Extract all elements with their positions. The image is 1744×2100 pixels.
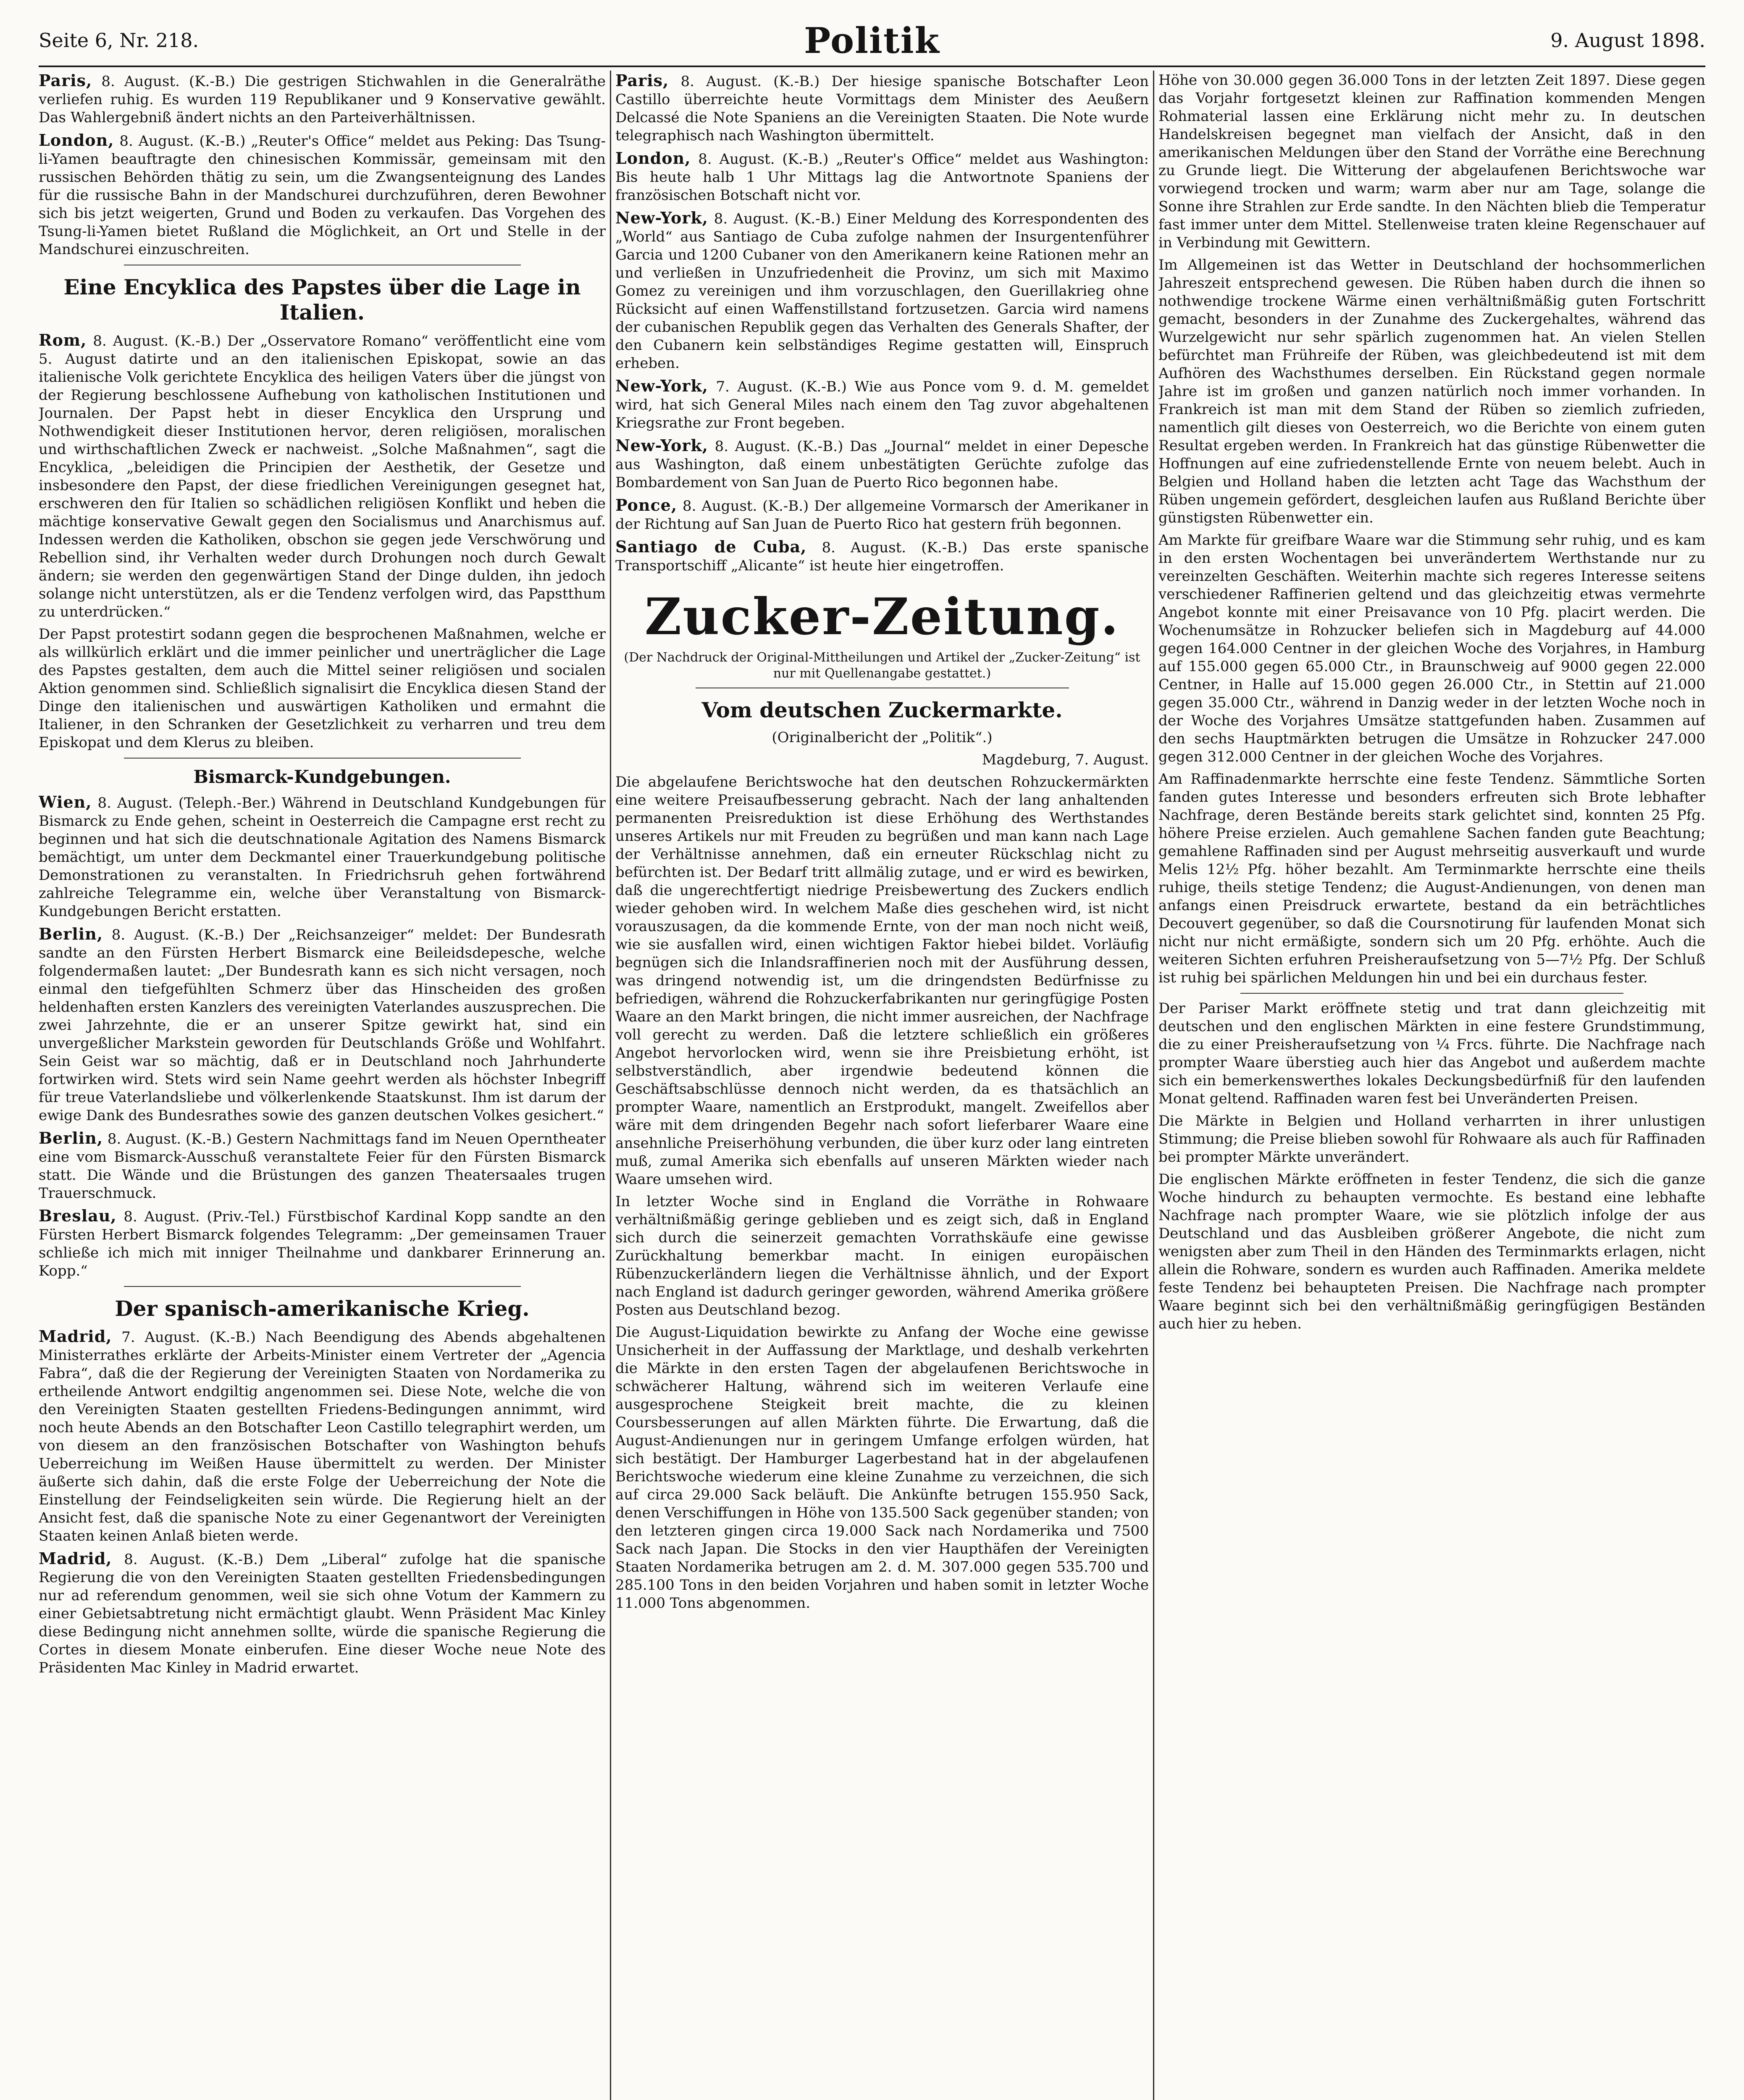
article-body: 7. August. (K.-B.) Wie aus Ponce vom 9. d. M. gemeldet wird, hat sich General Miles nach einem den Tag zuvor abgehaltenen Kriegsrathe zur Front begeben. [615,378,1149,431]
reprint-notice: (Der Nachdruck der Original-Mittheilungen und Artikel der „Zucker-Zeitung“ ist nur mit Quellenangabe gestattet.) [624,650,1140,681]
column-divider [610,71,611,2100]
article-body: 8. August. (K.-B.) „Reuter's Office“ meldet aus Washington: Bis heute halb 1 Uhr Mittags lag die Antwortnote Spaniens der französischen Botschaft nicht vor. [615,151,1149,204]
heading: Bismarck-Kundgebungen. [193,766,451,787]
column-2 [615,71,1149,2100]
section-title: Politik [804,19,940,61]
article [615,209,1149,373]
article-body: 8. August. (K.-B.) Der hiesige spanische Botschafter Leon Castillo überreichte heute Vormittags dem Minister des Aeußern Delcassé die Note Spaniens an die Vereinigten Staaten. Die Note wurde telegraphisch nach Washington übermittelt. [615,73,1149,144]
article [39,1207,606,1280]
article-body: Der Pariser Markt eröffnete stetig und trat dann gleichzeitig mit deutschen und den englischen Märkten in eine festere Grundstimmung, die zu einer Preisheraufsetzung von ¼ Frcs. führte. Die Nachfrage nach prompter Waare überstieg auch hier das Angebot und außerdem machte sich ein bemerkenswerthes lokales Deckungsbedürfniß für den laufenden Monat geltend. Raffinaden waren fest bei Unveränderten Preisen. [1158,1000,1705,1107]
article-continued: Der Papst protestirt sodann gegen die besprochenen Maßnahmen, welche er als willkürlich erklärt und die immer peinlicher und unerträglicher die Lage des Papstes gestalten, dem auch die Mittel seiner religiösen und socialen Aktion genommen sind. Schließlich signalisirt die Encyklica diesen Stand der Dinge den italienischen und auswärtigen Katholiken und ermahnt die Italiener, in den Schranken der Gesetzlichkeit zu verharren und treu dem Episkopat und dem Klerus zu bleiben. [39,626,606,751]
separator [124,1286,521,1287]
dateline: Berlin, [39,1129,103,1147]
article-body: 8. August. (K.-B.) Der „Reichsanzeiger“ meldet: Der Bundesrath sandte an den Fürsten Herbert Bismarck eine Beileidsdepesche, welche folgendermaßen lautet: „Der Bundesrath kann es sich nicht versagen, noch einmal den tiefgefühlten Schmerz über das Hinscheiden des großen heldenhaften ersten Kanzlers des vereinigten Vaterlandes auszusprechen. Die zwei Jahrzehnte, die er an unserer Spitze gewirkt hat, sind ein unvergeßlicher Markstein geworden für Deutschlands Größe und Wohlfahrt. Sein Geist war so mächtig, daß er in Deutschland noch Jahrhunderte fortwirken wird. Stets wird sein Name geehrt werden als höchster Inbegriff für treue Vaterlandsliebe und völkerlenkende Staatskunst. Ihm ist darum der ewige Dank des Bundesrathes sowie des ganzen deutschen Volkes gesichert.“ [39,927,606,1124]
article [39,131,606,259]
article-body: 8. August. (K.-B.) Der „Osservatore Romano“ veröffentlicht eine vom 5. August datirte und an den italienischen Episkopat, sowie an das italienische Volk gerichtete Encyklica des heiligen Vaters über die jüngst von der Regierung beschlossene Aufhebung von katholischen Institutionen und Journalen. Der Papst hebt in dieser Encyklica den Ursprung und Nothwendigkeit dieser Institutionen hervor, deren religiösen, moralischen und wirthschaftlichen Zweck er nachweist. „Solche Maßnahmen“, sagt die Encyklica, „beleidigen die Principien der Aesthetik, der Gesetze und insbesondere den Papst, der diese friedlichen Vereinigungen gesegnet hat, erschweren den für Italien so schädlichen religiösen Konflikt und heben die mächtige konservative Gewalt gegen den Socialismus und Anarchismus auf. Indessen werden die Katholiken, obschon sie gegen jede Verschwörung und Rebellion sind, ihr Verhalten weder durch Drohungen noch durch Gewalt ändern; sie werden den gegenwärtigen Stand der Dinge dulden, ihn jedoch solange nicht unterstützen, als er die Tendenz verfolgen wird, das Papstthum zu unterdrücken.“ [39,333,606,620]
article-body: 8. August. (K.-B.) Das „Journal“ meldet in einer Depesche aus Washington, daß einem unbestätigten Gerüchte zufolge das Bombardement von San Juan de Puerto Rico begonnen habe. [615,438,1149,491]
article-body: 8. August. (K.-B.) Gestern Nachmittags fand im Neuen Operntheater eine vom Bismarck-Ausschuß veranstaltete Feier für den Fürsten Bismarck statt. Die Wände und die Brüstungen des ganzen Theatersaales trugen Trauerschmuck. [39,1131,606,1202]
article-body: 8. August. (K.-B.) Der allgemeine Vormarsch der Amerikaner in der Richtung auf San Juan de Puerto Rico hat gestern früh begonnen. [615,498,1149,533]
issue-date: 9. August 1898. [1550,29,1705,52]
separator [1240,993,1623,994]
column-3 [1158,71,1705,2100]
article-body: In letzter Woche sind in England die Vorräthe in Rohwaare verhältnißmäßig geringe geblieben und es zeigt sich, daß in England sich durch die seinerzeit gemachten Vorrathskäufe eine gewisse Zurückhaltung bemerkbar macht. In einigen europäischen Rübenzuckerländern liegen die Verhältnisse ähnlich, und der Export nach England ist dadurch geringer geworden, während Amerika größere Posten aus Deutschland bezog. [615,1193,1149,1318]
dateline: New-York, [615,208,708,227]
dateline: Ponce, [615,496,678,514]
page-number: Seite 6, Nr. 218. [39,29,199,52]
article [39,1129,606,1202]
heading: Der spanisch-amerikanische Krieg. [115,1296,530,1321]
dateline: Wien, [39,793,92,811]
article [615,377,1149,432]
dateline: Santiago de Cuba, [615,537,807,556]
article-body: 8. August. (K.-B.) „Reuter's Office“ meldet aus Peking: Das Tsung-li-Yamen beauftragte den chinesischen Kommissär, gemeinsam mit den russischen Behörden thätig zu sein, um die Zwangsenteignung des Landes für die russische Bahn in der Mandschurei durchzuführen, deren Bewohner sich bis jetzt weigerten, Grund und Boden zu verkaufen. Das Vorgehen des Tsung-li-Yamen bietet Rußland die Möglichkeit, an Ort und Stelle in der Mandschurei einzuschreiten. [39,133,606,258]
dateline: Magdeburg, 7. August. [982,751,1149,768]
dateline: London, [39,131,114,150]
article-body: Die August-Liquidation bewirkte zu Anfang der Woche eine gewisse Unsicherheit in der Auffassung der Marktlage, und deshalb verkehrten die Märkte in den ersten Tagen der abgelaufenen Berichtswoche in schwächerer Haltung, während sich im weiteren Verlaufe eine ausgesprochene Steigkeit breit machte, die zu kleinen Coursbesserungen auf allen Märkten führte. Die Erwartung, daß die August-Andienungen nur in geringem Umfange erfolgen würden, hat sich bestätigt. Der Hamburger Lagerbestand hat in der abgelaufenen Berichtswoche wiederum eine kleine Zunahme zu verzeichnen, die sich auf circa 29.000 Sack beläuft. Die Ankünfte betrugen 155.950 Sack, denen Verschiffungen in Höhe von 135.500 Sack gegenüber standen; von den letzteren gingen circa 19.000 Sack nach Nordamerika und 7500 Sack nach Japan. Die Stocks in den vier Haupthäfen der Vereinigten Staaten Nordamerika betrugen am 2. d. M. 307.000 gegen 535.700 und 285.100 Tons in den beiden Vorjahren und haben somit in letzter Woche 11.000 Tons abgenommen. [615,1324,1149,1612]
column-divider [1153,71,1154,2100]
dateline: Berlin, [39,924,103,943]
article-body: 8. August. (K.-B.) Die gestrigen Stichwahlen in die Generalräthe verliefen ruhig. Es wurden 119 Republikaner und 9 Konservative gewählt. Das Wahlergebniß ändert nichts an den Parteiverhältnissen. [39,73,606,126]
dateline: Madrid, [39,1327,112,1346]
heading: Vom deutschen Zuckermarkte. [701,698,1063,722]
dateline: London, [615,149,691,168]
article-body: Im Allgemeinen ist das Wetter in Deutschland der hochsommerlichen Jahreszeit entsprechend gewesen. Die Rüben haben durch die ihnen so nothwendige trockene Wärme einen verhältnißmäßig guten Fortschritt gemacht, besonders in der Zunahme des Zuckergehaltes, während das Wurzelgewicht nur sehr spärlich zugenommen hat. An vielen Stellen befürchtet man Frühreife der Rüben, was gleichbedeutend ist mit dem Aufhören des Wachsthumes derselben. Ein Rückstand gegen normale Jahre ist im großen und ganzen natürlich noch immer vorhanden. In Frankreich ist man mit dem Stand der Rüben so ziemlich zufrieden, namentlich gilt dieses von Oesterreich, wo die Berichte von einem guten Resultat ergeben werden. In Frankreich hat das günstige Rübenwetter die Hoffnungen auf eine zufriedenstellende Ernte von neuem belebt. Auch in Belgien und Holland haben die letzten acht Tage das Wachsthum der Rüben ungemein gefördert, desgleichen laufen aus Rußland Berichte über günstigsten Rübenwetter ein. [1158,257,1705,526]
article [615,538,1149,575]
article-body: 8. August. (K.-B.) Dem „Liberal“ zufolge hat die spanische Regierung die von den Vereinigten Staaten gestellten Friedensbedingungen nur ad referendum genommen, weil sie sich ohne Votum der Kammern zu einer Gebietsabtretung nicht ermächtigt glaubt. Wenn Präsident Mac Kinley diese Bedingung nicht annehmen sollte, würde die spanische Regierung die Cortes in diesem Monate einberufen. Eine dieser Woche neue Note des Präsidenten Mac Kinley in Madrid erwartet. [39,1551,606,1676]
article-body: 7. August. (K.-B.) Nach Beendigung des Abends abgehaltenen Ministerrathes erklärte der Arbeits-Minister einem Vertreter der „Agencia Fabra“, daß die der Regierung der Vereinigten Staaten von Nordamerika zu ertheilende Antwort endgiltig angenommen sei. Diese Note, welche die von den Vereinigten Staaten gestellten Friedens-Bedingungen annimmt, wird noch heute Abends an den Botschafter Leon Castillo telegraphirt werden, um von diesem an den französischen Botschafter von Washington behufs Ueberreichung im Weißen Hause übermittelt zu werden. Der Minister äußerte sich dahin, daß die erste Folge der Ueberreichung der Note die Einstellung der Feindseligkeiten sein würde. Die Regierung hielt an der Ansicht fest, daß die spanische Note zu einer Gegenantwort der Vereinigten Staaten keinen Anlaß bieten werde. [39,1329,606,1544]
article-body: Die abgelaufene Berichtswoche hat den deutschen Rohzuckermärkten eine weitere Preisaufbesserung gebracht. Nach der lang anhaltenden permanenten Preisreduktion ist diese Erhöhung des Werthstandes unseres Artikels nur mit Freuden zu begrüßen und man kann nach Lage der Verhältnisse annehmen, daß ein erneuter Rückschlag nicht zu befürchten ist. Der Bedarf tritt allmälig zutage, und er wird es bewirken, daß die ungerechtfertigt niedrige Preisbewertung des Zuckers endlich wieder gehoben wird. In welchem Maße dies geschehen wird, ist nicht vorauszusagen, da die kommende Ernte, von der man noch nicht weiß, wie sie ausfallen wird, einen wichtigen Faktor hiebei bildet. Vorläufig begnügen sich die Inlandsraffinerien noch mit der Ausführung dessen, was dringend notwendig ist, um die dringendsten Bedürfnisse zu befriedigen, während die Rohzuckerfabrikanten nur geringfügige Posten Waare an den Markt bringen, die nicht immer ausreichen, der Nachfrage voll gerecht zu werden. Daß die letztere schließlich ein größeres Angebot hervorlocken wird, wenn sie ihre Preisbietung erhöht, ist selbstverständlich, aber irgendwie bedeutend können die Geschäftsabschlüsse dennoch nicht werden, da es thatsächlich an prompter Waare, namentlich an Erstprodukt, mangelt. Zweifellos aber wäre mit dem dringenden Begehr nach sofort lieferbarer Waare eine ansehnliche Preiserhöhung verbunden, die über kurz oder lang eintreten muß, zumal Amerika sich ebenfalls auf unseren Märkten wieder nach Waare umsehen wird. [615,774,1149,1188]
article-body: Die Märkte in Belgien und Holland verharrten in ihrer unlustigen Stimmung; die Preise blieben sowohl für Rohwaare als auch für Raffinaden bei prompter Märkte unverändert. [1158,1113,1705,1166]
separator [124,758,521,759]
heading: Eine Encyklica des Papstes über die Lage in Italien. [63,275,581,325]
article [615,149,1149,205]
article-body: Am Markte für greifbare Waare war die Stimmung sehr ruhig, und es kam in den ersten Wochentagen bei unverändertem Werthstande nur zu vereinzelten Geschäften. Weiterhin machte sich regeres Interesse seitens verschiedener Raffinerien geltend und das gleichzeitig etwas vermehrte Angebot konnte mit einer Preisavance von 10 Pfg. placirt werden. Die Wochenumsätze in Rohzucker beliefen sich in Magdeburg auf 44.000 gegen 164.000 Centner in der gleichen Woche des Vorjahres, in Hamburg auf 155.000 gegen 65.000 Ctr., in Braunschweig auf 9000 gegen 22.000 Centner, in Halle auf 15.000 gegen 26.000 Ctr., in Stettin auf 21.000 gegen 35.000 Ctr., während in Danzig weder in der letzten Woche noch in der Woche des Vorjahres Umsätze stattgefunden haben. Zusammen auf den sechs Hauptmärkten betrugen die Umsätze in Rohzucker 247.000 gegen 312.000 Centner in der gleichen Woche des Vorjahres. [1158,532,1705,765]
dateline: Breslau, [39,1206,117,1225]
article [39,1549,606,1677]
subheading: (Originalbericht der „Politik“.) [772,729,993,746]
article-body: 8. August. (Priv.-Tel.) Fürstbischof Kardinal Kopp sandte an den Fürsten Herbert Bismarck folgendes Telegramm: „Der gemeinsamen Trauer schließe ich mich mit inniger Theilnahme und dankbarer Erinnerung an. Kopp.“ [39,1208,606,1279]
article-body: Am Raffinadenmarkte herrschte eine feste Tendenz. Sämmtliche Sorten fanden gutes Interesse und besonders erfreuten sich Brote lebhafter Nachfrage, deren Bestände bereits stark gelichtet sind, konnten 25 Pfg. höhere Preise erzielen. Auch gemahlene Sachen fanden gute Beachtung; gemahlene Raffinaden sind per August mehrseitig ausverkauft und wurde Melis 12½ Pfg. höher bezahlt. Am Terminmarkte herrschte eine theils ruhige, theils stetige Tendenz; die August-Andienungen, von denen man anfangs einen Preisdruck erwartete, bestand da ein beträchtliches Decouvert gegenüber, so daß die Coursnotirung für laufenden Monat sich nicht nur nicht ermäßigte, sondern sich um 20 Pfg. erhöhte. Auch die weiteren Sichten erfuhren Preisheraufsetzung von 5—7½ Pfg. Der Schluß ist ruhig bei spärlichen Meldungen hin und bei ein durchaus fester. [1158,771,1705,986]
dateline: New-York, [615,376,708,395]
article [39,1327,606,1545]
dateline: Rom, [39,331,87,349]
article [615,496,1149,533]
article [615,436,1149,492]
article-body: 8. August. (K.-B.) Einer Meldung des Korrespondenten des „World“ aus Santiago de Cuba zufolge nahmen der Insurgentenführer Garcia und 1200 Cubaner von den Amerikanern keine Rationen mehr an und verließen in Unzufriedenheit die Provinz, um sich mit Maximo Gomez zu vereinigen und ihm vorzuschlagen, den Guerillakrieg ohne Rücksicht auf einen Waffenstillstand fortzusetzen. Garcia wird namens der cubanischen Republik gegen das Verhalten des Generals Shafter, der den Cubanern kein selbständiges Regime gestatten will, Einspruch erheben. [615,210,1149,372]
article-body: Höhe von 30.000 gegen 36.000 Tons in der letzten Zeit 1897. Diese gegen das Vorjahr fortgesetzt kleinen zur Raffination kommenden Mengen Rohmaterial lassen eine Erklärung nicht mehr zu. In deutschen Handelskreisen begegnet man vielfach der Ansicht, daß in den amerikanischen Meldungen über den Stand der Vorräthe eine Berechnung zu Grunde liegt. Die Witterung der abgelaufenen Berichtswoche war vorwiegend trocken und warm; warm aber nur am Tage, solange die Sonne ihre Strahlen zur Erde sandte. In den Nächten blieb die Temperatur fast immer unter dem Mittel. Stellenweise traten kleine Regenschauer auf in Verbindung mit Gewittern. [1158,72,1705,251]
dateline: Paris, [39,71,92,90]
dateline: Madrid, [39,1549,112,1568]
article-body: Die englischen Märkte eröffneten in fester Tendenz, die sich die ganze Woche hindurch zu behaupten vermochte. Es bestand eine lebhafte Nachfrage nach prompter Waare, wie sie plötzlich infolge der aus Deutschland und das Ausbleiben größerer Angebote, die nicht zum wenigsten aber zum Theil in den Händen des Terminmarkts erlagen, nicht allein die Rohware, sondern es wurden auch Raffinaden. Amerika meldete feste Tendenz bei behaupteten Preisen. Die Nachfrage nach prompter Waare beginnt sich bei den verhältnißmäßig geringfügigen Beständen auch hier zu heben. [1158,1171,1705,1332]
article [39,71,606,127]
column-1 [39,71,606,2100]
header-rule [39,66,1705,67]
article [615,71,1149,145]
article-body: 8. August. (Teleph.-Ber.) Während in Deutschland Kundgebungen für Bismarck zu Ende gehen, scheint in Oesterreich die Campagne erst recht zu beginnen und hat sich die deutschnationale Agitation des Namens Bismarck bemächtigt, um unter dem Deckmantel einer Trauerkundgebung politische Demonstrationen zu veranstalten. In Friedrichsruh gehen fortwährend zahlreiche Telegramme ein, welche über Veranstaltung von Bismarck-Kundgebungen Bericht erstatten. [39,795,606,920]
article [39,793,606,921]
dateline: New-York, [615,436,708,455]
article-body: 8. August. (K.-B.) Das erste spanische Transportschiff „Alicante“ ist heute hier eingetroffen. [615,539,1149,574]
article [39,331,606,621]
page-header [39,17,1705,64]
supplement-masthead: Zucker-Zeitung. [644,587,1120,646]
article [39,925,606,1125]
dateline: Paris, [615,71,669,90]
